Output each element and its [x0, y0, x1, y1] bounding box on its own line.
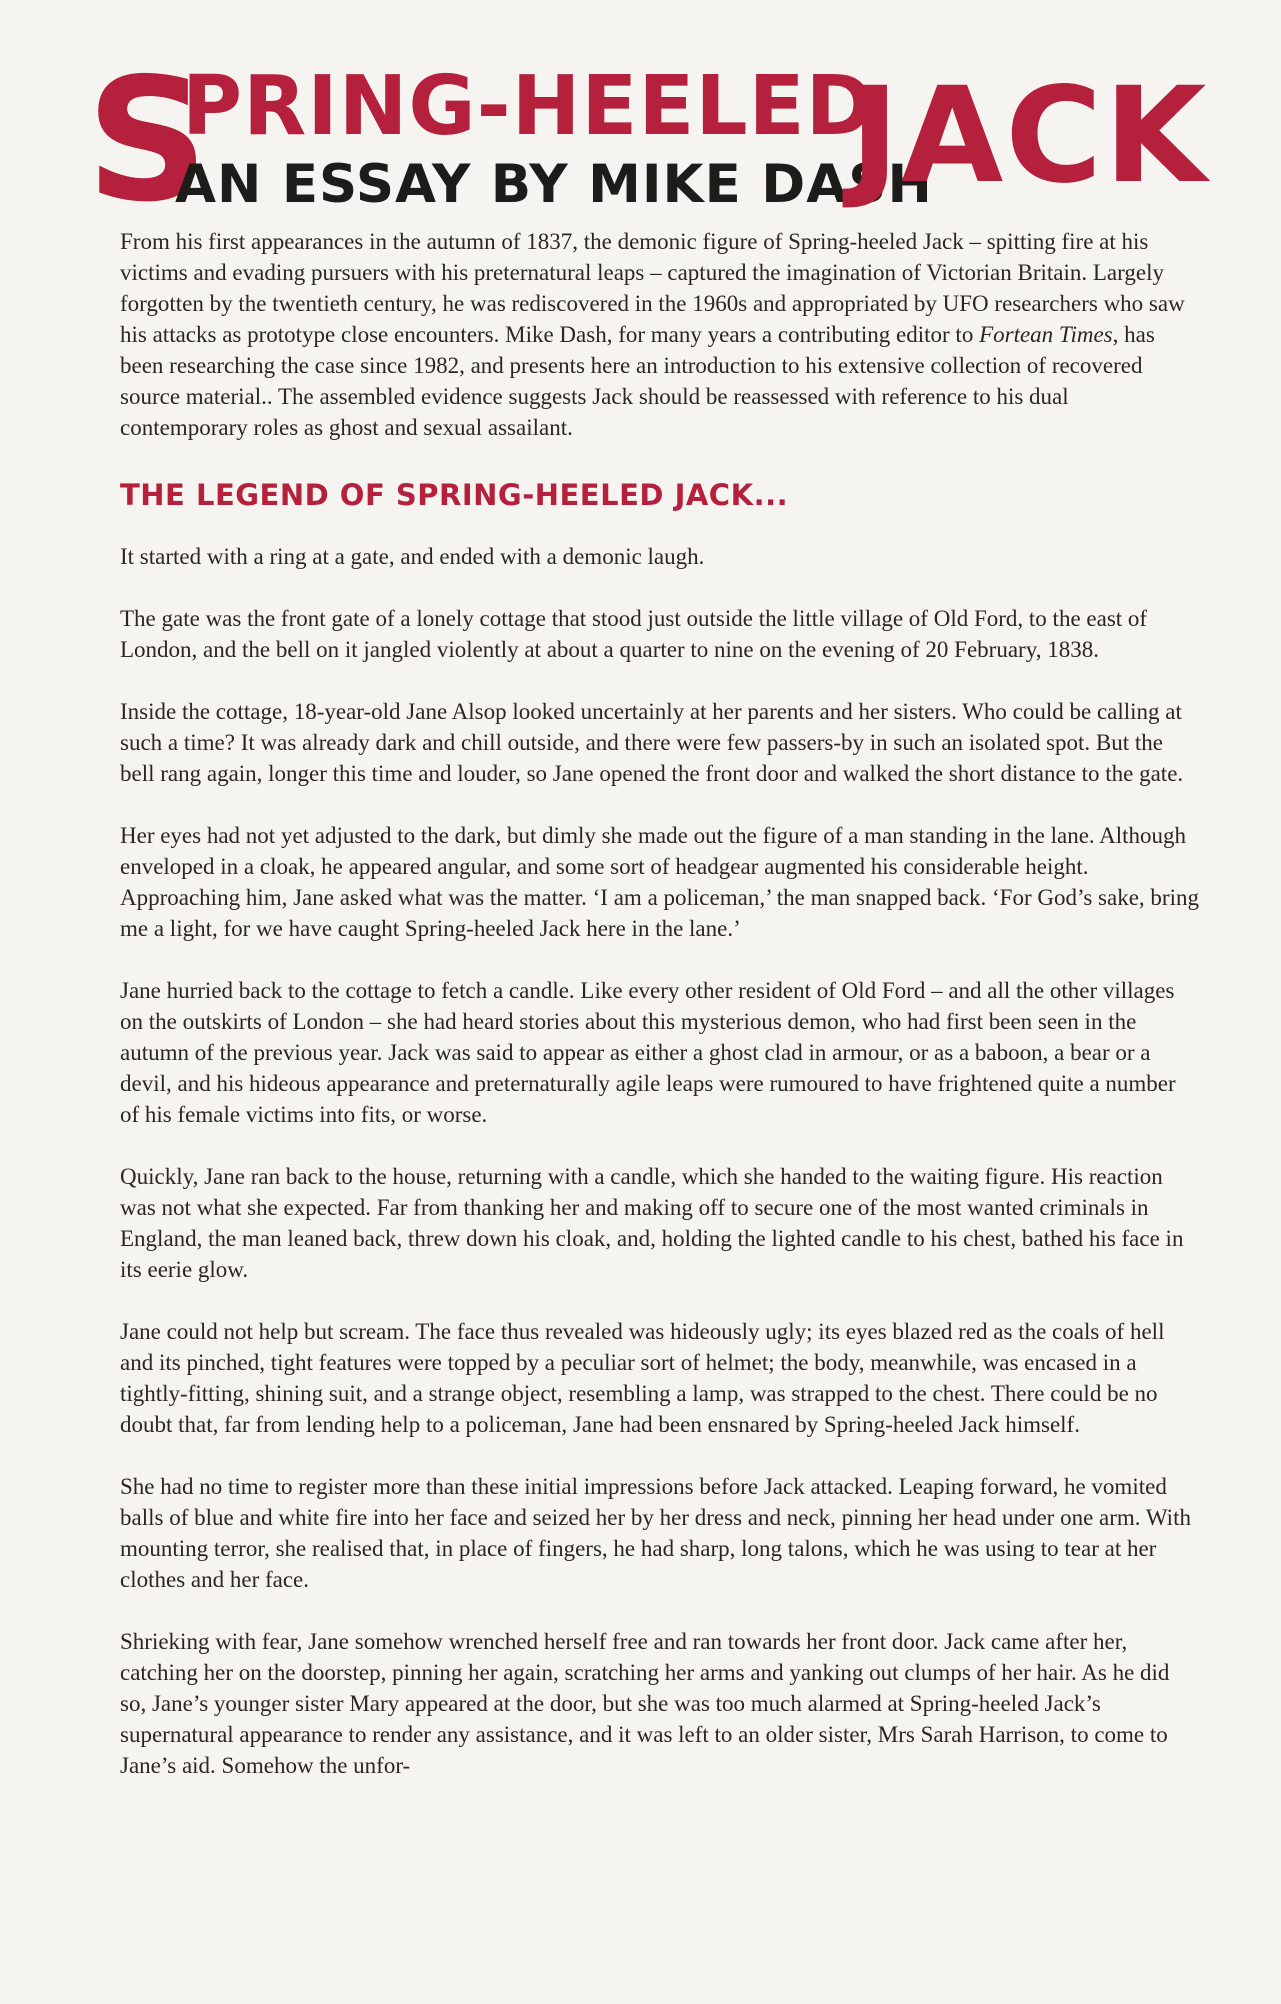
- article-body: [120, 226, 1200, 1812]
- paragraph: Jane hurried back to the cottage to fetch a candle. Like every other resident of Old Ford – and all the other villages on the outskirts of London – she had heard stories about this mysterious demon, who had first been seen in the autumn of the previous year. Jack was said to appear as either a ghost clad in armour, or as a baboon, a bear or a devil, and his hideous appearance and preternaturally agile leaps were rumoured to have frightened quite a number of his female victims into fits, or worse.: [120, 978, 1176, 1127]
- paragraph: Jane could not help but scream. The face thus revealed was hideously ugly; its eyes blazed red as the coals of hell and its pinched, tight features were topped by a peculiar sort of helmet; the body, meanwhile, was encased in a tightly-fitting, shining suit, and a strange object, resembling a lamp, was strapped to the chest. There could be no doubt that, far from lending help to a policeman, Jane had been ensnared by Spring-heeled Jack himself.: [120, 1319, 1165, 1437]
- paragraph: Shrieking with fear, Jane somehow wrenched herself free and ran towards her front door. Jack came after her, catching her on the doorstep, pinning her again, scratching her arms and yanking out clumps of her hair. As he did so, Jane’s younger sister Mary appeared at the door, but she was too much alarmed at Spring-heeled Jack’s supernatural appearance to render any assistance, and it was left to an older sister, Mrs Sarah Harrison, to come to Jane’s aid. Somehow the unfor-: [120, 1629, 1170, 1778]
- paragraph: The gate was the front gate of a lonely cottage that stood just outside the little village of Old Ford, to the east of London, and the bell on it jangled violently at about a quarter to nine on the evening of 20 February, 1838.: [120, 606, 1148, 662]
- publication-title: Fortean Times: [979, 322, 1113, 347]
- title-jack: JACK: [850, 59, 1209, 213]
- byline: AN ESSAY BY MIKE DASH: [175, 154, 933, 215]
- section-heading: THE LEGEND OF SPRING-HEELED JACK...: [120, 478, 789, 512]
- paragraph: Her eyes had not yet adjusted to the dark, but dimly she made out the figure of a man standing in the lane. Although enveloped in a cloak, he appeared angular, and some sort of headgear augmented his considerable height. Approaching him, Jane asked what was the matter. ‘I am a policeman,’ the man snapped back. ‘For God’s sake, bring me a light, for we have caught Spring-heeled Jack here in the lane.’: [120, 823, 1199, 941]
- paragraph: She had no time to register more than these initial impressions before Jack attacked. Leaping forward, he vomited balls of blue and white fire into her face and seized her by her dress and neck, pinning her head under one arm. With mounting terror, she realised that, in place of fingers, he had sharp, long talons, which he was using to tear at her clothes and her face.: [120, 1474, 1191, 1592]
- paragraph: Inside the cottage, 18-year-old Jane Alsop looked uncertainly at her parents and her sisters. Who could be calling at such a time? It was already dark and chill outside, and there were few passers-by in such an isolated spot. But the bell rang again, longer this time and louder, so Jane opened the front door and walked the short distance to the gate.: [120, 699, 1184, 786]
- title-spring-heeled: PRING-HEELED: [182, 59, 875, 154]
- intro-text-b: , has been researching the case since 1982, and presents here an introduction to his extensive collection of recovered source material.. The assembled evidence suggests Jack should be reassessed with reference to his dual contemporary roles as ghost and sexual assailant.: [120, 322, 1155, 440]
- paragraph: Quickly, Jane ran back to the house, returning with a candle, which she handed to the waiting figure. His reaction was not what she expected. Far from thanking her and making off to secure one of the most wanted criminals in England, the man leaned back, threw down his cloak, and, holding the lighted candle to his chest, bathed his face in its eerie glow.: [120, 1164, 1184, 1282]
- paragraph: It started with a ring at a gate, and ended with a demonic laugh.: [120, 544, 705, 569]
- title-initial-s: S: [86, 42, 205, 240]
- intro-text-a: From his first appearances in the autumn of 1837, the demonic figure of Spring-heeled Jack – spitting fire at his victims and evading pursuers with his preternatural leaps – captured the imagination of Victorian Britain. Largely forgotten by the twentieth century, he was rediscovered in the 1960s and appropriated by UFO researchers who saw his attacks as prototype close encounters. Mike Dash, for many years a contributing editor to: [120, 229, 1185, 347]
- intro-paragraph: [120, 226, 1200, 443]
